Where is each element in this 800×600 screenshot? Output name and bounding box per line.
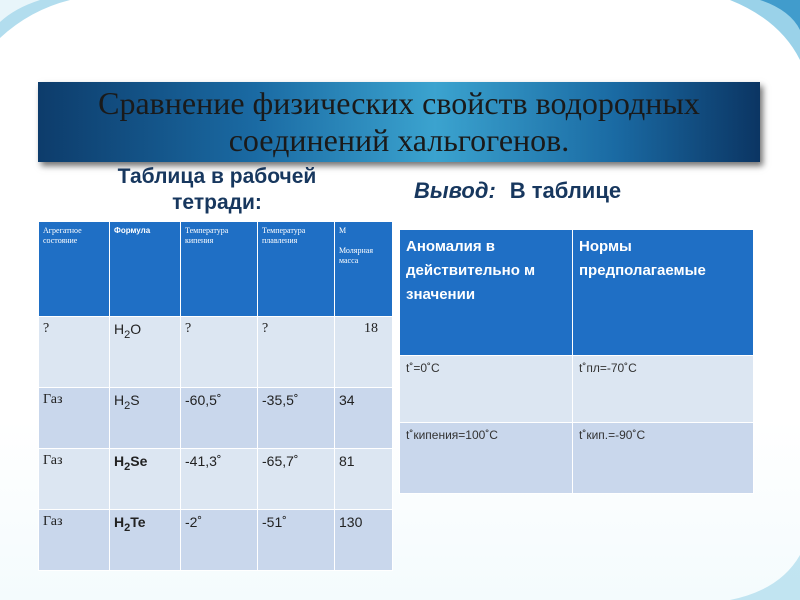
anomaly-table — [399, 229, 754, 494]
conclusion-text: В таблице — [509, 178, 622, 203]
table-header-row — [39, 222, 393, 317]
corner-decoration-bottom-right — [730, 555, 800, 600]
table-header-row — [400, 230, 754, 356]
table-row — [400, 356, 754, 423]
corner-decoration-top-right — [710, 0, 800, 60]
header-expected-norms: Нормы предполагаемые — [573, 230, 754, 356]
cell-formula: $H_2Te$ — [110, 510, 181, 571]
cell-formula: $H_2O$ — [110, 317, 181, 388]
cell-state: Газ — [39, 510, 110, 571]
cell-state: Газ — [39, 388, 110, 449]
cell-actual: t˚=0˚C — [400, 356, 573, 423]
cell-state: ? — [39, 317, 110, 388]
header-molar-mass: М Молярная масса — [335, 222, 393, 317]
cell-molar-mass: 81 — [335, 449, 393, 510]
cell-state: Газ — [39, 449, 110, 510]
table-row — [400, 423, 754, 494]
cell-expected: t˚кип.=-90˚C — [573, 423, 754, 494]
cell-molar-mass: 130 — [335, 510, 393, 571]
title-banner — [38, 82, 760, 162]
cell-boiling: ? — [181, 317, 258, 388]
table-row — [39, 317, 393, 388]
worksheet-caption: Таблица в рабочей тетради: — [117, 165, 317, 214]
cell-expected: t˚пл=-70˚C — [573, 356, 754, 423]
conclusion-label: Вывод: — [414, 178, 496, 203]
header-anomaly: Аномалия в действительно м значении — [400, 230, 573, 356]
header-aggregate-state: Агрегатное состояние — [39, 222, 110, 317]
cell-melting: -51˚ — [258, 510, 335, 571]
properties-table — [38, 221, 393, 571]
cell-melting: -35,5˚ — [258, 388, 335, 449]
cell-formula: $H_2Se$ — [110, 449, 181, 510]
cell-molar-mass: 18 — [335, 317, 393, 388]
table-row — [39, 449, 393, 510]
header-formula: Формула — [110, 222, 181, 317]
header-melting-point: Температура плавления — [258, 222, 335, 317]
conclusion-caption — [414, 178, 621, 204]
cell-actual: t˚кипения=100˚C — [400, 423, 573, 494]
corner-decoration-top-left — [0, 0, 70, 40]
cell-boiling: -41,3˚ — [181, 449, 258, 510]
cell-molar-mass: 34 — [335, 388, 393, 449]
header-boiling-point: Температура кипения — [181, 222, 258, 317]
cell-melting: -65,7˚ — [258, 449, 335, 510]
cell-formula: $H_2S$ — [110, 388, 181, 449]
cell-melting: ? — [258, 317, 335, 388]
cell-boiling: -60,5˚ — [181, 388, 258, 449]
slide-title: Сравнение физических свойств водородных соединений хальгогенов. — [98, 85, 700, 158]
cell-boiling: -2˚ — [181, 510, 258, 571]
table-row — [39, 510, 393, 571]
table-row — [39, 388, 393, 449]
